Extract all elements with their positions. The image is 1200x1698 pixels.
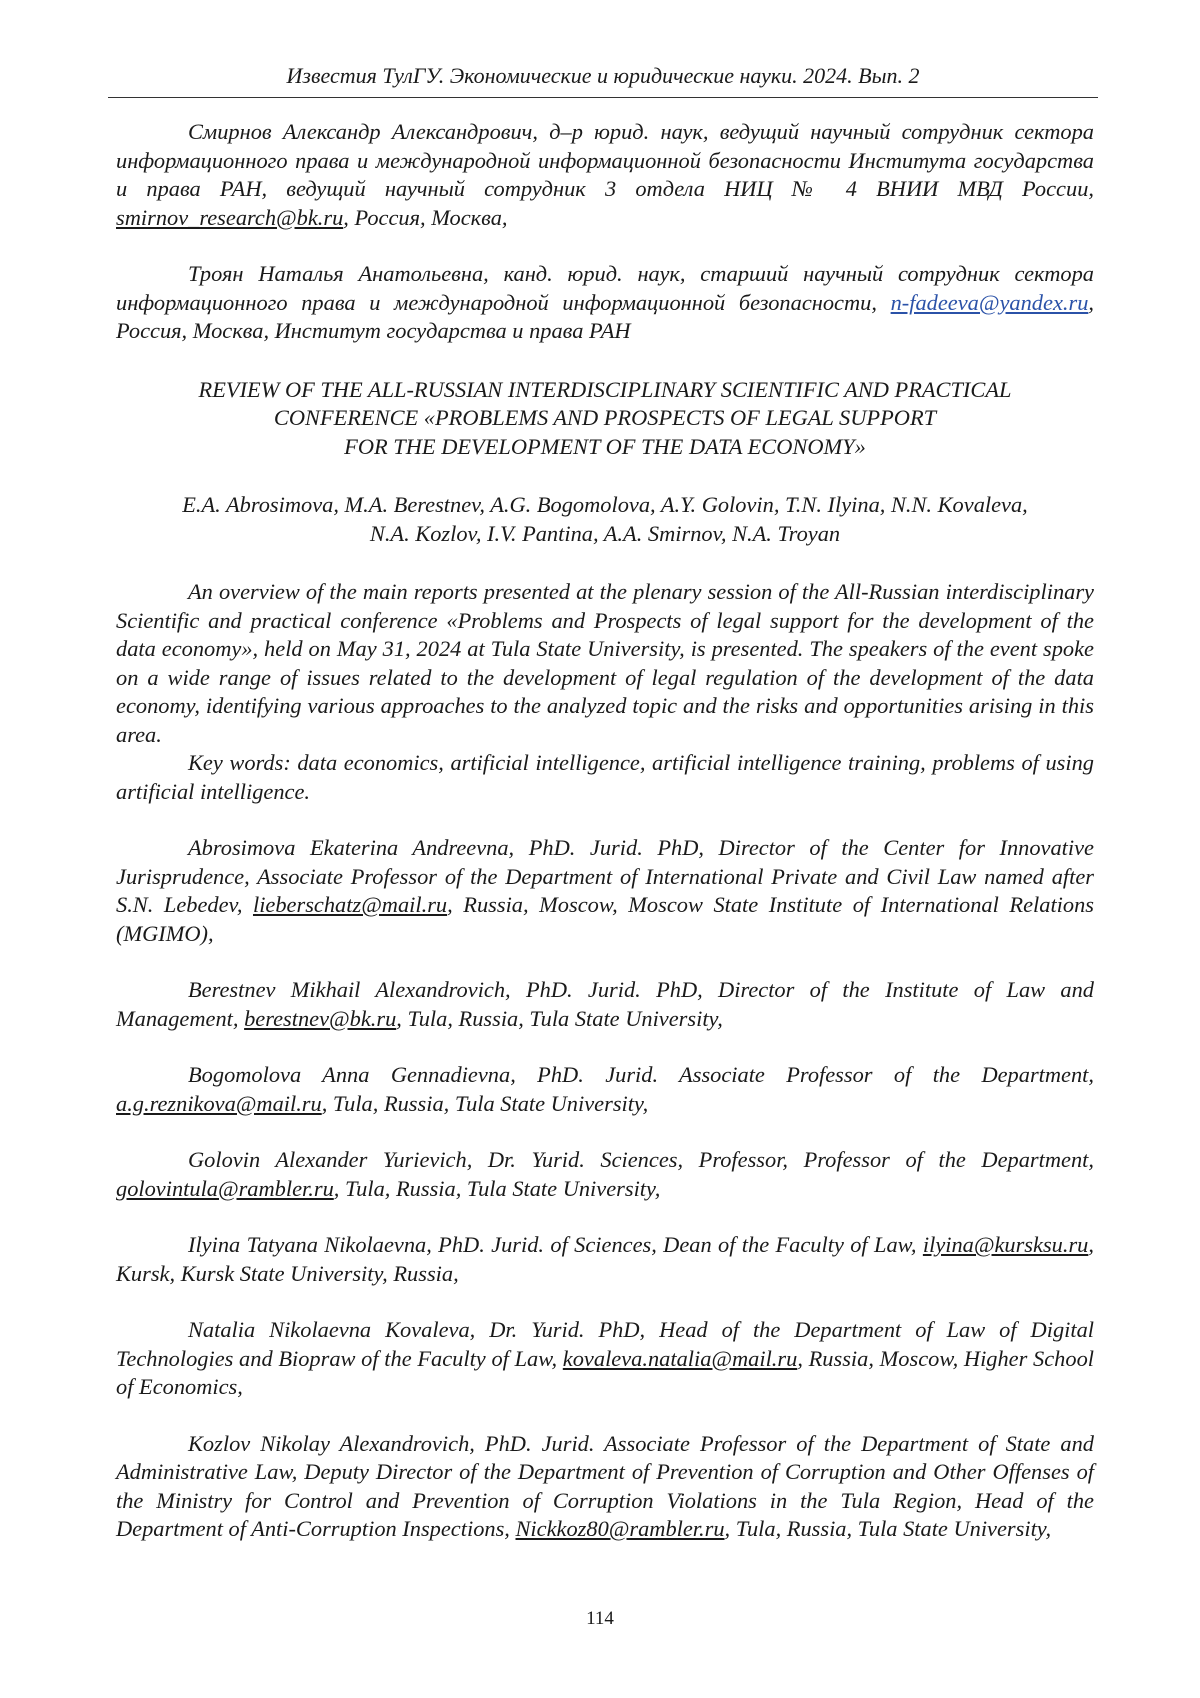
author-text-end: , Tula, Russia, Tula State University, bbox=[724, 1516, 1052, 1541]
author-text-end: , Kursk, Kursk State University, Russia, bbox=[116, 1232, 1094, 1286]
author-text-end: , Россия, Москва, Институт государства и права РАН bbox=[116, 289, 1094, 343]
author-text: Natalia Nikolaevna Kovaleva, Dr. Yurid. PhD, Head of the Department of Law of Digital Technologies and Biopraw of the Faculty of Law, bbox=[116, 1317, 1094, 1371]
page-number: 114 bbox=[586, 1608, 614, 1629]
title-line: REVIEW OF THE ALL-RUSSIAN INTERDISCIPLINARY SCIENTIFIC AND PRACTICAL bbox=[198, 376, 1012, 402]
author-text: Смирнов Александр Александрович, д–р юрид. наук, ведущий научный сотрудник сектора информационного права и международной информационной безопасности Института государства и права РАН, ведущий научный сотрудник 3 отдела НИЦ № 4 ВНИИ МВД России, bbox=[116, 119, 1094, 201]
author-text-end: , Tula, Russia, Tula State University, bbox=[321, 1090, 649, 1116]
author-text: Bogomolova Anna Gennadievna, PhD. Jurid. Associate Professor of the Department, bbox=[188, 1062, 1094, 1087]
email-link[interactable]: n-fadeeva@yandex.ru bbox=[890, 289, 1089, 315]
title-line: CONFERENCE «PROBLEMS AND PROSPECTS OF LEGAL SUPPORT bbox=[273, 405, 937, 430]
email-link[interactable]: kovaleva.natalia@mail.ru bbox=[562, 1345, 798, 1371]
title-line: FOR THE DEVELOPMENT OF THE DATA ECONOMY» bbox=[344, 433, 866, 459]
header-rule bbox=[108, 97, 1098, 98]
en-author-ilyina bbox=[116, 1231, 1094, 1288]
en-author-berestnev bbox=[116, 976, 1094, 1033]
en-author-kozlov bbox=[116, 1430, 1094, 1544]
email-link[interactable]: golovintula@rambler.ru bbox=[116, 1175, 334, 1201]
author-text: Golovin Alexander Yurievich, Dr. Yurid. Sciences, Professor, Professor of the Department, bbox=[188, 1147, 1094, 1172]
email-link[interactable]: Nickkoz80@rambler.ru bbox=[515, 1516, 725, 1541]
page-body bbox=[116, 118, 1094, 1544]
en-author-kovaleva bbox=[116, 1316, 1094, 1402]
en-author-abrosimova bbox=[116, 834, 1094, 948]
keywords: Key words: data economics, artificial intelligence, artificial intelligence training, problems of using artificial intelligence. bbox=[116, 750, 1094, 804]
ru-author-smirnov bbox=[116, 118, 1094, 232]
email-link[interactable]: smirnov_research@bk.ru bbox=[116, 204, 344, 230]
authors-line: E.A. Abrosimova, M.A. Berestnev, A.G. Bogomolova, A.Y. Golovin, T.N. Ilyina, N.N. Kovaleva, bbox=[182, 492, 1028, 517]
author-text: Ilyina Tatyana Nikolaevna, PhD. Jurid. of Sciences, Dean of the Faculty of Law, bbox=[188, 1232, 923, 1257]
abstract: An overview of the main reports presented at the plenary session of the All-Russian interdisciplinary Scientific and practical conference «Problems and Prospects of legal support for the development of the data economy», held on May 31, 2024 at Tula State University, is presented. The speakers of the event spoke on a wide range of issues related to the development of legal regulation of the development of the data economy, identifying various approaches to the analyzed topic and the risks and opportunities arising in this area. bbox=[116, 579, 1094, 747]
author-text-end: , Россия, Москва, bbox=[343, 204, 508, 230]
author-text: Троян Наталья Анатольевна, канд. юрид. наук, старший научный сотрудник сектора информационного права и международной информационной безопасности, bbox=[116, 261, 1094, 315]
email-link[interactable]: ilyina@kursksu.ru bbox=[922, 1232, 1089, 1257]
authors-line: N.A. Kozlov, I.V. Pantina, A.A. Smirnov, N.A. Troyan bbox=[369, 520, 841, 546]
author-text-end: , Tula, Russia, Tula State University, bbox=[396, 1005, 723, 1031]
email-link[interactable]: lieberschatz@mail.ru bbox=[252, 892, 448, 917]
author-text: Kozlov Nikolay Alexandrovich, PhD. Jurid. Associate Professor of the Department of State and Administrative Law, Deputy Director of the Department of Prevention of Corruption and Other Offenses of the Ministry for Control and Prevention of Corruption Violations in the Tula Region, Head of the Department of Anti-Corruption Inspections, bbox=[116, 1430, 1094, 1541]
authors-list bbox=[116, 491, 1094, 548]
author-text-end: , Russia, Moscow, Moscow State Institute of International Relations (MGIMO), bbox=[116, 892, 1094, 946]
author-text: Berestnev Mikhail Alexandrovich, PhD. Jurid. PhD, Director of the Institute of Law and Management, bbox=[116, 977, 1094, 1031]
email-link[interactable]: berestnev@bk.ru bbox=[244, 1005, 397, 1031]
en-author-golovin bbox=[116, 1146, 1094, 1203]
author-text-end: , Russia, Moscow, Higher School of Economics, bbox=[116, 1345, 1094, 1399]
running-header: Известия ТулГУ. Экономические и юридические науки. 2024. Вып. 2 bbox=[286, 63, 920, 88]
author-text: Abrosimova Ekaterina Andreevna, PhD. Jurid. PhD, Director of the Center for Innovative Jurisprudence, Associate Professor of the Department of International Private and Civil Law named after S.N. Lebedev, bbox=[116, 835, 1094, 917]
ru-author-troyan bbox=[116, 260, 1094, 346]
email-link[interactable]: a.g.reznikova@mail.ru bbox=[116, 1090, 322, 1116]
article-title bbox=[116, 376, 1094, 462]
author-text-end: , Tula, Russia, Tula State University, bbox=[333, 1175, 661, 1201]
en-author-bogomolova bbox=[116, 1061, 1094, 1118]
